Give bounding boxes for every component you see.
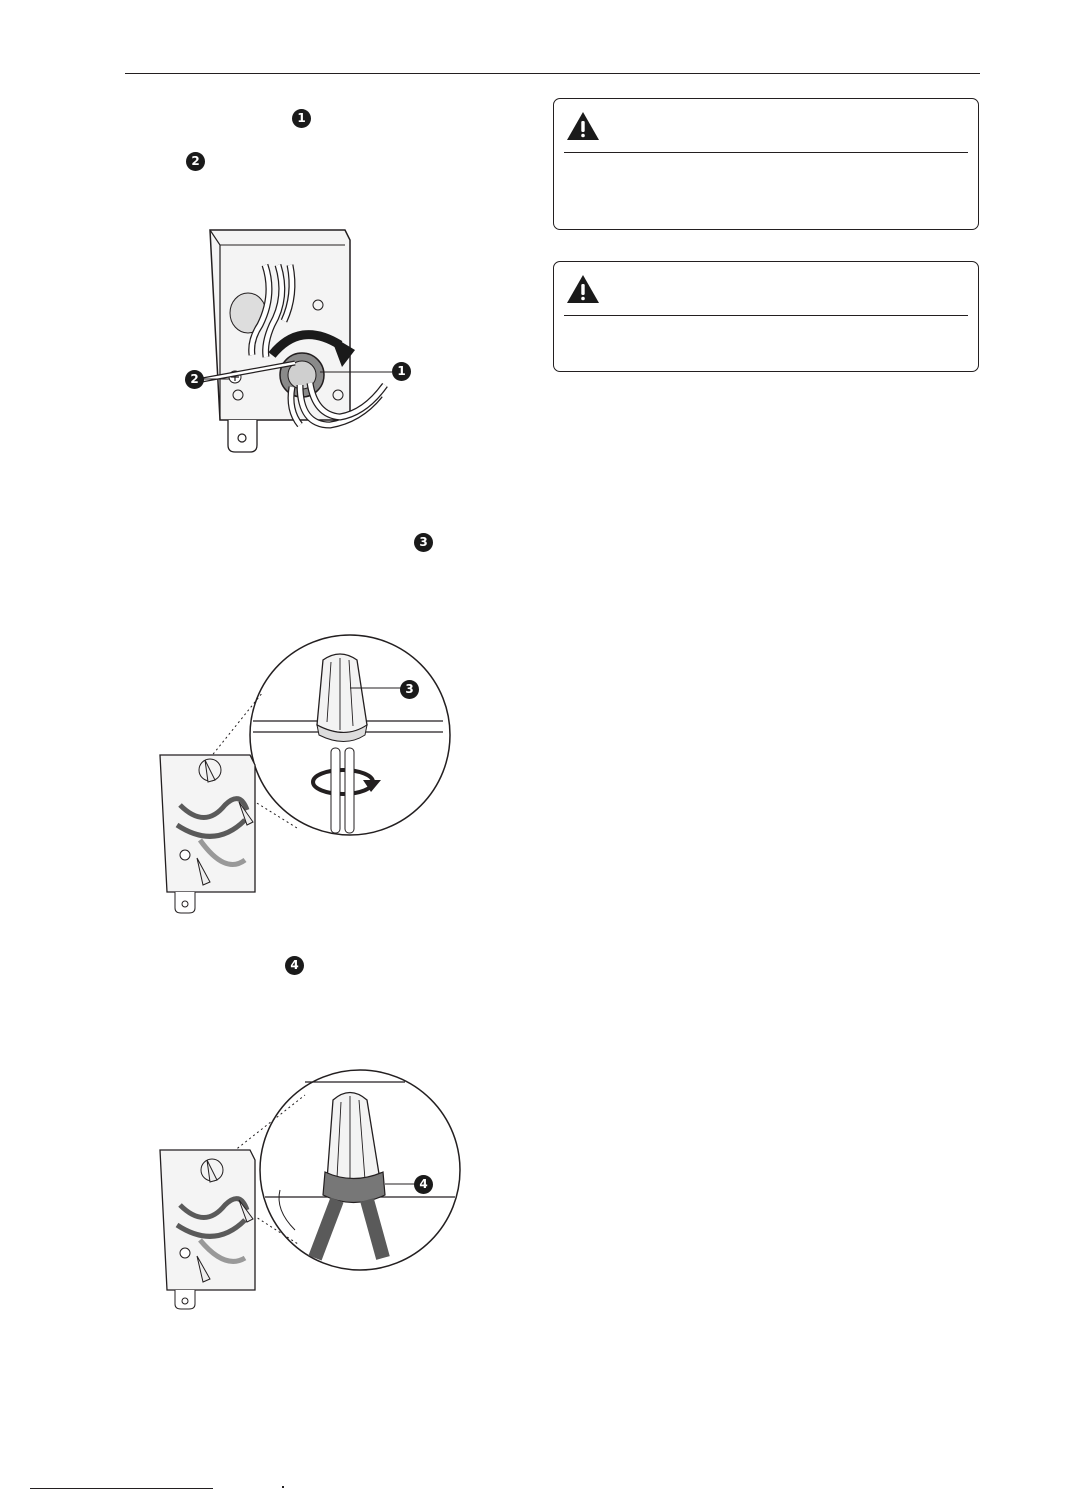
step-callout-2: 2 (186, 152, 205, 171)
figure2-callout-3: 3 (400, 680, 419, 699)
footer-rule (30, 1488, 213, 1489)
figure1-callout-2: 2 (185, 370, 204, 389)
junction-box-locknut-figure (180, 225, 420, 460)
wire-nut-twist-figure (155, 630, 455, 915)
warning-box-2 (553, 261, 979, 372)
warning-triangle-icon (566, 274, 600, 304)
step-callout-3: 3 (414, 533, 433, 552)
step-callout-4: 4 (285, 956, 304, 975)
header-rule (125, 73, 980, 74)
figure1-callout-1: 1 (392, 362, 411, 381)
warning-triangle-icon (566, 111, 600, 141)
step-callout-1: 1 (292, 109, 311, 128)
figure3-callout-4: 4 (414, 1175, 433, 1194)
warning-rule-1 (564, 152, 968, 153)
warning-box-1 (553, 98, 979, 230)
footer-mark (282, 1486, 284, 1488)
warning-rule-2 (564, 315, 968, 316)
